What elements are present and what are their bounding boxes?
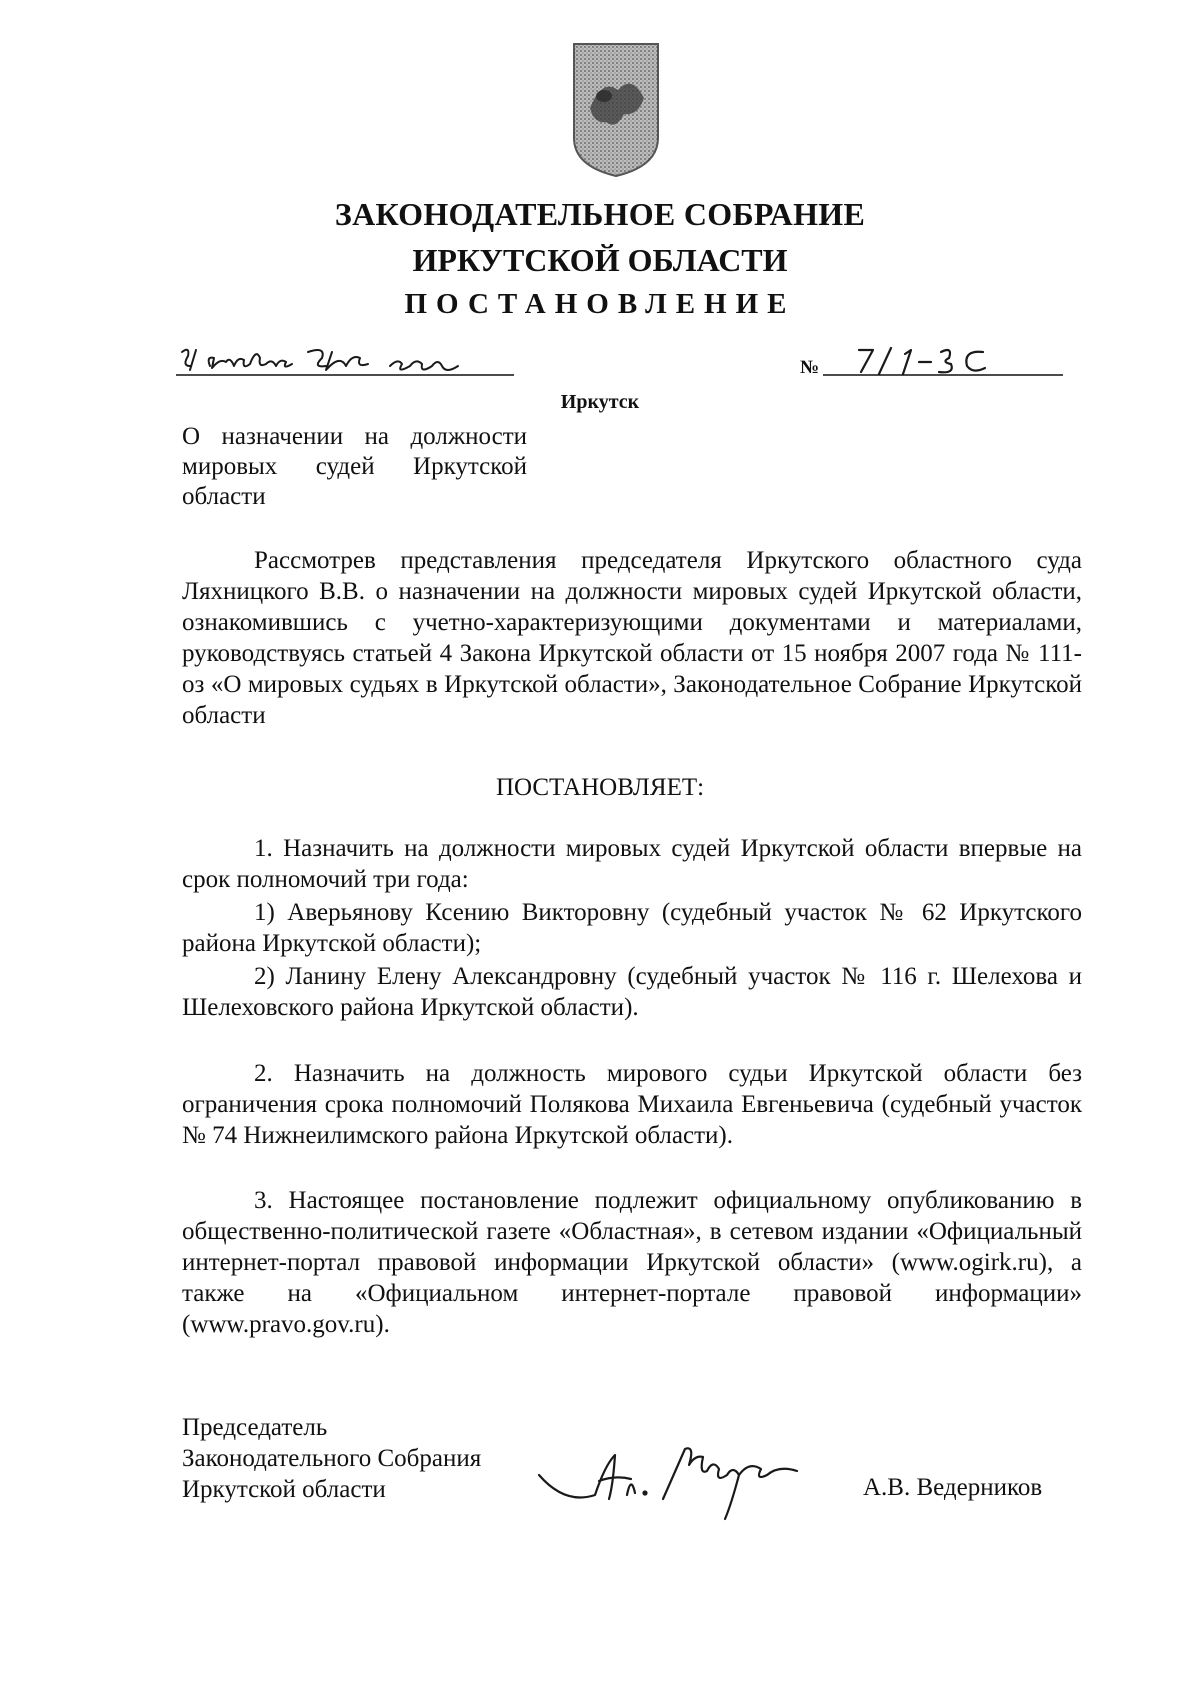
item-2: 2. Назначить на должность мирового судьи Иркутской области без ограничения срока полномочий Полякова Михаила Евгеньевича (судебный участок № 74 Нижнеилимского района Иркутской области). — [182, 1060, 1082, 1149]
signatory-title-line2: Законодательного Собрания — [182, 1445, 482, 1472]
handwritten-signature-icon — [535, 1435, 835, 1530]
signatory-title — [182, 1412, 481, 1505]
document-type: ПОСТАНОВЛЕНИЕ — [404, 288, 796, 320]
number-label: № — [800, 357, 820, 378]
city: Иркутск — [560, 391, 640, 413]
preamble-paragraph: Рассмотрев представления председателя Иркутского областного суда Ляхницкого В.В. о назначении на должности мировых судей Иркутской области, ознакомившись с учетно-характеризующими документами и материалами, руководствуясь статьей 4 Закона Иркутской области от 15 ноября 2007 года № 111-оз «О мировых судьях в Иркутской области», Законодательное Собрание Иркутской области — [182, 547, 1082, 729]
item-1: 1. Назначить на должности мировых судей Иркутской области впервые на срок полномочий три года: — [182, 835, 1082, 893]
resolves-heading: ПОСТАНОВЛЯЕТ: — [495, 774, 705, 801]
document-subject: О назначении на должности мировых судей Иркутской области — [182, 423, 527, 510]
org-name-line2: ИРКУТСКОЙ ОБЛАСТИ — [412, 242, 788, 278]
item-1-subitem-2: 2) Ланину Елену Александровну (судебный участок № 116 г. Шелехова и Шелеховского района Иркутской области). — [182, 963, 1082, 1021]
item-3: 3. Настоящее постановление подлежит официальному опубликованию в общественно-политической газете «Областная», в сетевом издании «Официальный интернет-портал правовой информации Иркутской области» (www.ogirk.ru), а также на «Официальном интернет-портале правовой информации» (www.pravo.gov.ru). — [182, 1187, 1082, 1338]
signatory-title-line3: Иркутской области — [182, 1476, 386, 1503]
signatory-name: А.В. Ведерников — [863, 1474, 1043, 1501]
org-name-line1: ЗАКОНОДАТЕЛЬНОЕ СОБРАНИЕ — [334, 196, 866, 232]
item-1-subitem-1: 1) Аверьянову Ксению Викторовну (судебный участок № 62 Иркутского района Иркутской области); — [182, 899, 1082, 957]
signatory-title-line1: Председатель — [182, 1414, 328, 1441]
coat-of-arms-icon — [568, 38, 664, 178]
handwritten-date — [176, 344, 514, 378]
handwritten-number — [823, 344, 1063, 378]
